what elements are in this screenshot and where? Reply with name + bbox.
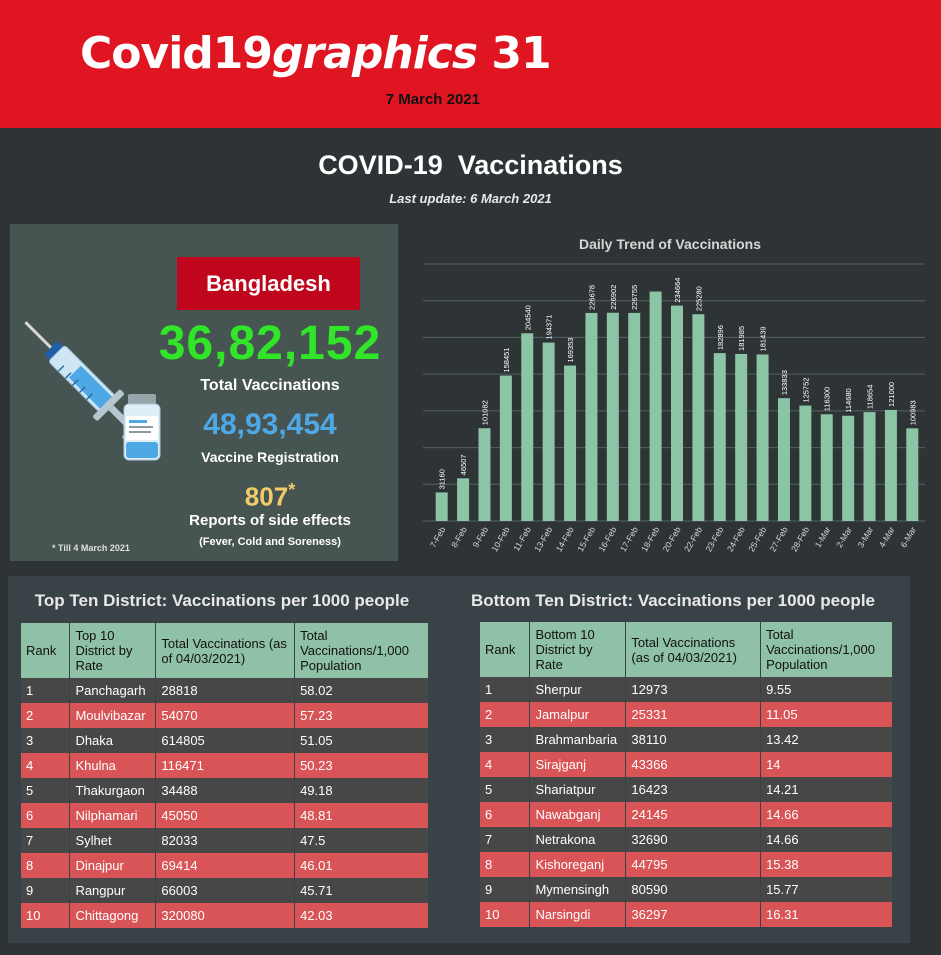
total-cell: 24145: [626, 802, 761, 827]
total-cell: 36297: [626, 902, 761, 927]
rate-cell: 11.05: [761, 702, 893, 727]
table-row: [480, 802, 893, 827]
x-tick-label: 25-Feb: [746, 525, 769, 554]
district-cell: Kishoreganj: [530, 852, 626, 877]
table-row: [21, 703, 429, 728]
top-districts-panel: [8, 576, 436, 943]
x-tick-label: 4-Mar: [876, 525, 897, 550]
registration-value: 48,93,454: [203, 408, 337, 441]
bar: [842, 416, 854, 521]
rank-cell: 9: [21, 878, 70, 903]
brand-italic: graphics: [272, 28, 478, 79]
total-cell: 38110: [626, 727, 761, 752]
total-cell: 69414: [156, 853, 295, 878]
total-cell: 82033: [156, 828, 295, 853]
bar: [457, 478, 469, 521]
side-effects-count: 807: [244, 481, 289, 512]
data-label: 226678: [587, 284, 597, 310]
x-tick-label: 1-Mar: [812, 525, 833, 550]
data-label: 133833: [779, 370, 789, 396]
data-label: 116300: [822, 386, 832, 412]
table-header-row: [480, 622, 893, 677]
table-row: [480, 852, 893, 877]
data-label: 46507: [459, 454, 469, 476]
rank-cell: 6: [21, 803, 70, 828]
bar: [500, 376, 512, 521]
rate-cell: 14.21: [761, 777, 893, 802]
rank-cell: 2: [480, 702, 530, 727]
bar: [650, 292, 662, 521]
data-label: 125752: [801, 377, 811, 403]
brand-title: [80, 28, 551, 79]
rank-cell: 7: [480, 827, 530, 852]
district-cell: Netrakona: [530, 827, 626, 852]
x-tick-label: 20-Feb: [660, 525, 683, 554]
brand-number: 31: [491, 28, 551, 79]
total-cell: 614805: [156, 728, 295, 753]
x-tick-label: 14-Feb: [553, 525, 576, 554]
data-label: 182896: [715, 325, 725, 351]
data-label: 234664: [673, 277, 682, 303]
top-table-title: Top Ten District: Vaccinations per 1000 people: [34, 591, 410, 610]
district-cell: Nawabganj: [530, 802, 626, 827]
rate-cell: 14.66: [761, 802, 893, 827]
data-label: 226755: [630, 284, 640, 310]
district-cell: Rangpur: [70, 878, 156, 903]
table-row: [480, 902, 893, 927]
rate-cell: 14.66: [761, 827, 893, 852]
chart-title: Daily Trend of Vaccinations: [578, 236, 762, 252]
bar: [735, 354, 747, 521]
side-effects-label: Reports of side effects: [189, 512, 351, 529]
rate-cell: 49.18: [295, 778, 429, 803]
x-tick-label: 28-Feb: [788, 525, 812, 554]
data-label: 31160: [437, 469, 447, 490]
table-header-row: [21, 623, 429, 678]
data-label: 158451: [501, 347, 511, 373]
header-rate: Total Vaccinations/1,000 Population: [295, 623, 429, 678]
bar: [885, 410, 897, 521]
bar: [543, 343, 555, 521]
x-tick-label: 2-Mar: [834, 525, 854, 550]
bottom-districts-table: [480, 622, 893, 927]
data-label: 181439: [758, 326, 768, 352]
table-row: [21, 903, 429, 928]
total-cell: 44795: [626, 852, 761, 877]
header-total: Total Vaccinations (as of 04/03/2021): [626, 622, 761, 677]
rank-cell: 3: [21, 728, 70, 753]
x-tick-label: 18-Feb: [639, 525, 662, 554]
rate-cell: 51.05: [295, 728, 429, 753]
x-tick-label: 24-Feb: [724, 525, 747, 554]
x-tick-label: 3-Mar: [855, 525, 876, 550]
bar: [564, 366, 576, 521]
district-cell: Brahmanbaria: [530, 727, 626, 752]
total-vaccinations-value: 36,82,152: [158, 317, 382, 370]
rank-cell: 9: [480, 877, 530, 902]
total-cell: 54070: [156, 703, 295, 728]
syringe-and-vial-icon: [18, 304, 168, 464]
bar: [864, 412, 876, 521]
rate-cell: 47.5: [295, 828, 429, 853]
rank-cell: 4: [480, 752, 530, 777]
district-cell: Narsingdi: [530, 902, 626, 927]
summary-panel: [10, 224, 398, 561]
rate-cell: 57.23: [295, 703, 429, 728]
district-cell: Sherpur: [530, 677, 626, 702]
bar: [821, 414, 833, 521]
table-row: [21, 828, 429, 853]
total-vaccinations-label: Total Vaccinations: [200, 377, 340, 394]
bar: [906, 428, 918, 521]
rank-cell: 7: [21, 828, 70, 853]
rate-cell: 15.38: [761, 852, 893, 877]
bar: [714, 353, 726, 521]
page-title: COVID-19 Vaccinations: [318, 150, 623, 180]
daily-trend-chart: [418, 258, 928, 563]
rate-cell: 15.77: [761, 877, 893, 902]
header-total: Total Vaccinations (as of 04/03/2021): [156, 623, 295, 678]
rank-cell: 5: [21, 778, 70, 803]
bar: [585, 313, 597, 521]
x-tick-label: 9-Feb: [470, 525, 491, 550]
table-row: [480, 702, 893, 727]
bottom-districts-panel: [436, 576, 910, 943]
rate-cell: 14: [761, 752, 893, 777]
data-label: 169353: [566, 337, 576, 363]
rate-cell: 42.03: [295, 903, 429, 928]
district-cell: Chittagong: [70, 903, 156, 928]
rank-cell: 8: [21, 853, 70, 878]
rank-cell: 6: [480, 802, 530, 827]
x-tick-label: 8-Feb: [449, 525, 469, 550]
total-cell: 25331: [626, 702, 761, 727]
district-cell: Dinajpur: [70, 853, 156, 878]
header-rate: Total Vaccinations/1,000 Population: [761, 622, 893, 677]
total-cell: 45050: [156, 803, 295, 828]
rate-cell: 50.23: [295, 753, 429, 778]
table-row: [21, 878, 429, 903]
table-row: [21, 728, 429, 753]
header-rank: Rank: [480, 622, 530, 677]
issue-date: 7 March 2021: [385, 91, 480, 108]
total-cell: 28818: [156, 678, 295, 703]
table-row: [480, 677, 893, 702]
last-update: Last update: 6 March 2021: [389, 191, 552, 206]
header-rank: Rank: [21, 623, 70, 678]
bar: [778, 398, 790, 521]
table-row: [21, 803, 429, 828]
bar: [692, 314, 704, 521]
district-cell: Thakurgaon: [70, 778, 156, 803]
table-row: [480, 727, 893, 752]
total-cell: 16423: [626, 777, 761, 802]
data-label: 204540: [523, 305, 533, 331]
data-label: 181985: [737, 325, 747, 351]
rank-cell: 8: [480, 852, 530, 877]
rate-cell: 16.31: [761, 902, 893, 927]
rank-cell: 5: [480, 777, 530, 802]
total-cell: 116471: [156, 753, 295, 778]
x-tick-label: 6-Mar: [898, 525, 919, 550]
x-tick-label: 7-Feb: [427, 525, 448, 550]
bar: [671, 306, 683, 521]
table-row: [480, 877, 893, 902]
registration-label: Vaccine Registration: [201, 449, 339, 465]
x-tick-label: 27-Feb: [767, 525, 790, 554]
district-cell: Moulvibazar: [70, 703, 156, 728]
district-cell: Khulna: [70, 753, 156, 778]
x-tick-label: 23-Feb: [703, 525, 726, 554]
x-tick-label: 13-Feb: [532, 525, 555, 554]
rate-cell: 13.42: [761, 727, 893, 752]
district-cell: Sirajganj: [530, 752, 626, 777]
header-district: Bottom 10 District by Rate: [530, 622, 626, 677]
table-row: [480, 777, 893, 802]
rate-cell: 9.55: [761, 677, 893, 702]
total-cell: 12973: [626, 677, 761, 702]
rate-cell: 46.01: [295, 853, 429, 878]
table-row: [21, 753, 429, 778]
table-row: [480, 752, 893, 777]
data-label: 121000: [886, 381, 896, 407]
footnote: * Till 4 March 2021: [52, 543, 130, 553]
data-label: 225280: [694, 286, 704, 312]
rate-cell: 45.71: [295, 878, 429, 903]
total-cell: 80590: [626, 877, 761, 902]
data-label: 101082: [480, 400, 490, 426]
rank-cell: 2: [21, 703, 70, 728]
bar: [436, 492, 448, 521]
rank-cell: 10: [21, 903, 70, 928]
header-district: Top 10 District by Rate: [70, 623, 156, 678]
x-tick-label: 15-Feb: [575, 525, 598, 554]
table-row: [21, 678, 429, 703]
data-label: 226902: [608, 284, 618, 310]
district-cell: Jamalpur: [530, 702, 626, 727]
bar: [478, 428, 490, 521]
side-effects-detail: (Fever, Cold and Soreness): [199, 536, 341, 548]
data-label: 100983: [908, 400, 918, 426]
district-cell: Panchagarh: [70, 678, 156, 703]
table-row: [21, 853, 429, 878]
district-cell: Shariatpur: [530, 777, 626, 802]
district-cell: Nilphamari: [70, 803, 156, 828]
district-cell: Sylhet: [70, 828, 156, 853]
x-tick-label: 11-Feb: [511, 525, 533, 553]
data-label: 114680: [844, 388, 854, 413]
total-cell: 43366: [626, 752, 761, 777]
side-effects-footnote-mark: *: [288, 480, 296, 500]
side-effects-value: [150, 480, 390, 513]
bottom-table-title: Bottom Ten District: Vaccinations per 1000 people: [470, 591, 875, 610]
total-cell: 32690: [626, 827, 761, 852]
x-tick-label: 17-Feb: [617, 525, 640, 554]
total-cell: 320080: [156, 903, 295, 928]
district-cell: Dhaka: [70, 728, 156, 753]
header-banner: [0, 0, 941, 128]
bar: [607, 313, 619, 521]
data-label: 118654: [865, 384, 875, 410]
table-row: [480, 827, 893, 852]
rank-cell: 1: [21, 678, 70, 703]
district-cell: Mymensingh: [530, 877, 626, 902]
data-label: 194371: [544, 314, 554, 340]
bar: [521, 333, 533, 521]
x-tick-label: 22-Feb: [681, 525, 705, 554]
x-tick-label: 10-Feb: [489, 525, 512, 554]
total-cell: 34488: [156, 778, 295, 803]
rate-cell: 58.02: [295, 678, 429, 703]
country-label: Bangladesh: [177, 257, 360, 310]
bar: [628, 313, 640, 521]
top-districts-table: [21, 623, 429, 928]
brand-main: Covid19: [80, 28, 273, 79]
rate-cell: 48.81: [295, 803, 429, 828]
rank-cell: 1: [480, 677, 530, 702]
rank-cell: 3: [480, 727, 530, 752]
total-cell: 66003: [156, 878, 295, 903]
table-row: [21, 778, 429, 803]
bar: [799, 406, 811, 521]
x-tick-label: 16-Feb: [596, 525, 619, 554]
rank-cell: 10: [480, 902, 530, 927]
bar: [757, 354, 769, 521]
rank-cell: 4: [21, 753, 70, 778]
